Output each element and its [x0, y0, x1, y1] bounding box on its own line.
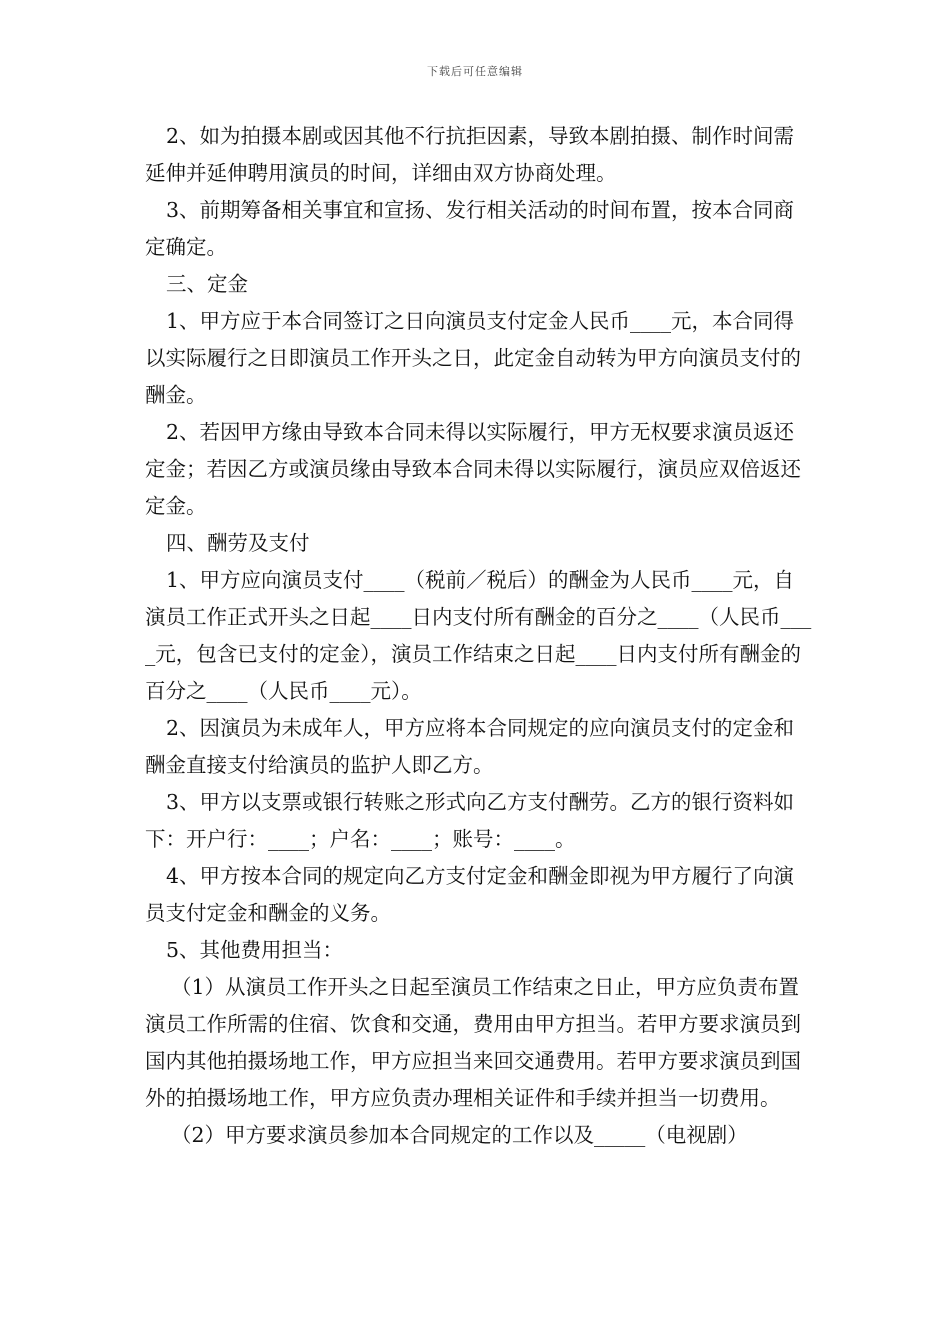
paragraph-expenses-2: （2）甲方要求演员参加本合同规定的工作以及_____（电视剧） — [171, 1123, 748, 1147]
paragraph-payment-1: 1、甲方应向演员支付____（税前／税后）的酬金为人民币____元，自演员工作正式开头之日起____日内支付所有酬金的百分之____（人民币____元，包含已支付的定金），演员工作结束之日起____日内支付所有酬金的百分之____（人民币____元）。 — [145, 568, 812, 703]
paragraph-payment-3: 3、甲方以支票或银行转账之形式向乙方支付酬劳。乙方的银行资料如下：开户行：____；户名：____；账号：____。 — [145, 790, 795, 851]
paragraph-payment-4: 4、甲方按本合同的规定向乙方支付定金和酬金即视为甲方履行了向演员支付定金和酬金的义务。 — [145, 864, 795, 925]
paragraph-expenses-1: （1）从演员工作开头之日起至演员工作结束之日止，甲方应负责布置演员工作所需的住宿、饮食和交通，费用由甲方担当。若甲方要求演员到国内其他拍摄场地工作，甲方应担当来回交通费用。若甲方要求演员到国外的拍摄场地工作，甲方应负责办理相关证件和手续并担当一切费用。 — [145, 975, 801, 1110]
paragraph-3-preparation: 3、前期筹备相关事宜和宣扬、发行相关活动的时间布置，按本合同商定确定。 — [145, 198, 795, 259]
page-header: 下载后可任意编辑 — [427, 65, 523, 78]
section-heading-payment: 四、酬劳及支付 — [166, 531, 310, 555]
paragraph-payment-5: 5、其他费用担当： — [166, 938, 344, 962]
section-heading-deposit: 三、定金 — [166, 272, 248, 296]
document-body — [145, 118, 813, 1154]
paragraph-payment-2: 2、因演员为未成年人，甲方应将本合同规定的应向演员支付的定金和酬金直接支付给演员的监护人即乙方。 — [145, 716, 795, 777]
paragraph-deposit-1: 1、甲方应于本合同签订之日向演员支付定金人民币____元，本合同得以实际履行之日即演员工作开头之日，此定金自动转为甲方向演员支付的酬金。 — [145, 309, 801, 407]
paragraph-deposit-2: 2、若因甲方缘由导致本合同未得以实际履行，甲方无权要求演员返还定金；若因乙方或演员缘由导致本合同未得以实际履行，演员应双倍返还定金。 — [145, 420, 801, 518]
paragraph-2-extension: 2、如为拍摄本剧或因其他不行抗拒因素，导致本剧拍摄、制作时间需延伸并延伸聘用演员的时间，详细由双方协商处理。 — [145, 124, 795, 185]
